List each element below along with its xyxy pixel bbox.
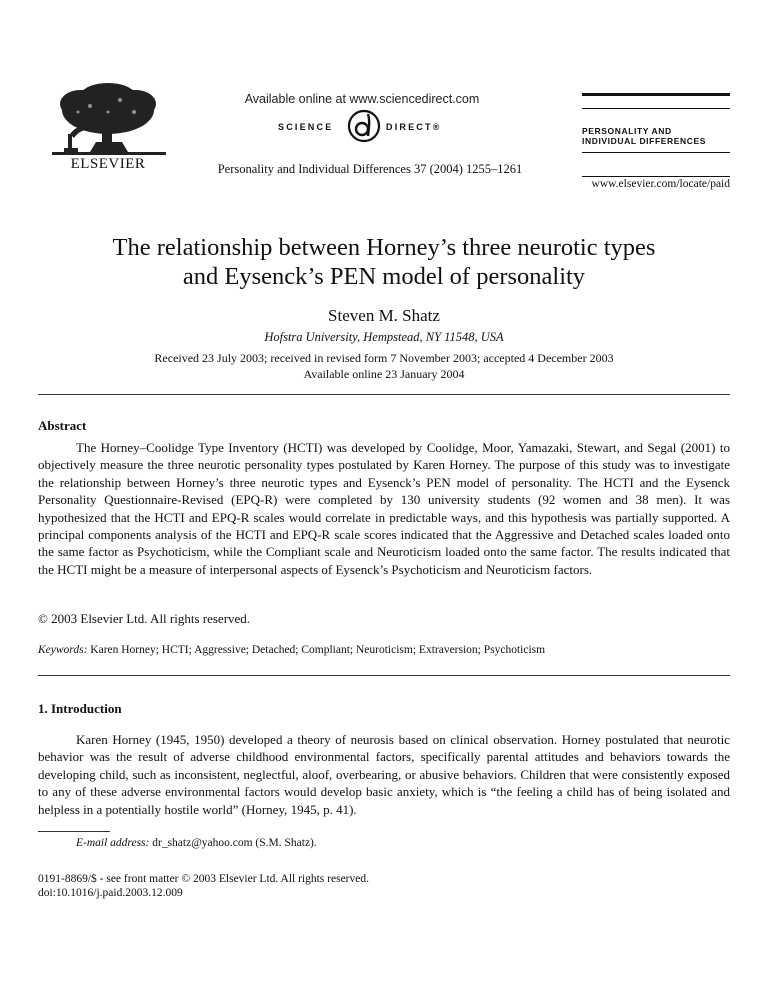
sciencedirect-logo [278,108,478,148]
journal-url-link[interactable]: www.elsevier.com/locate/paid [591,178,730,190]
keywords [38,644,730,656]
email-value[interactable]: dr_shatz@yahoo.com (S.M. Shatz). [149,837,317,849]
registered-mark: ® [432,122,442,132]
article-history [40,350,728,382]
email-label: E-mail address: [76,837,150,849]
sd-science-text: SCIENCE [278,122,334,132]
journal-name [582,126,742,146]
header-rule-thin [582,108,730,109]
header-rule-thick [582,93,730,96]
article-title [40,233,728,291]
sd-direct-text [386,122,442,132]
introduction-paragraph: Karen Horney (1945, 1950) developed a theory of neurosis based on clinical observation. Horney postulated that neurotic behavior was the result of adverse childhood environmental factors, specifically parental attitudes and behaviors towards the developing child, such as inconsistent, neglectful, aloof, overbearing, or abusive behaviors. Children that were consistently exposed to any of these adverse environmental factors would develop basic anxiety, which is “the feeling a child has of being isolated and helpless in a potentially hostile world” (Horney, 1945, p. 41). [38,732,730,817]
header-rule-bottom [582,176,730,177]
section-heading-introduction: 1. Introduction [38,701,122,716]
available-online-date: Available online 23 January 2004 [303,367,465,381]
journal-citation: Personality and Individual Differences 37 (2004) 1255–1261 [217,162,523,176]
received-dates: Received 23 July 2003; received in revised form 7 November 2003; accepted 4 December 2003 [154,351,614,365]
author-affiliation: Hofstra University, Hempstead, NY 11548, USA [264,330,504,344]
doi-line[interactable]: doi:10.1016/j.paid.2003.12.009 [38,887,183,899]
abstract-copyright: © 2003 Elsevier Ltd. All rights reserved. [38,611,251,626]
abstract-body: The Horney–Coolidge Type Inventory (HCTI) was developed by Coolidge, Moor, Yamazaki, Stewart, and Segal (2001) to objectively measure the three neurotic personality types postulated by Karen Horney. The purpose of this study was to investigate the relationship between Horney’s three neurotic types and Eysenck’s PEN model of personality. The HCTI and the Eysenck Personality Questionnaire-Revised (EPQ-R) were completed by 130 university students (92 women and 38 men). It was hypothesized that the HCTI and EPQ-R scales would correlate in predictable ways, and this hypothesis was partially supported. A principal components analysis of the HCTI and EPQ-R scale scores indicated that the Aggressive and Detached scales loaded onto the same factor as Psychoticism, while the Compliant scale and Neuroticism loaded onto the same factor. The results indicated that the HCTI might be a measure of interpersonal aspects of Eysenck’s Psychoticism and Neuroticism factors. [38,440,730,577]
header-rule-mid [582,152,730,153]
abstract-heading: Abstract [38,418,87,433]
publisher-name: ELSEVIER [70,156,146,172]
sciencedirect-d-icon [346,108,382,144]
author-name: Steven M. Shatz [328,306,440,325]
available-online-text: Available online at www.sciencedirect.com [244,92,480,106]
footnote-rule [38,831,110,832]
issn-line: 0191-8869/$ - see front matter © 2003 Elsevier Ltd. All rights reserved. [38,873,369,885]
abstract-top-rule [38,394,730,395]
keywords-list: Karen Horney; HCTI; Aggressive; Detached; Compliant; Neuroticism; Extraversion; Psychoticism [87,644,546,656]
abstract-bottom-rule [38,675,730,676]
author-email [76,837,317,849]
title-line-2: and Eysenck’s PEN model of personality [182,263,586,290]
journal-name-line1: PERSONALITY AND [582,126,672,136]
keywords-label: Keywords: [38,644,88,656]
title-line-1: The relationship between Horney’s three neurotic types [112,234,656,261]
sd-direct-word: DIRECT [386,122,433,132]
journal-name-line2: INDIVIDUAL DIFFERENCES [582,136,707,146]
